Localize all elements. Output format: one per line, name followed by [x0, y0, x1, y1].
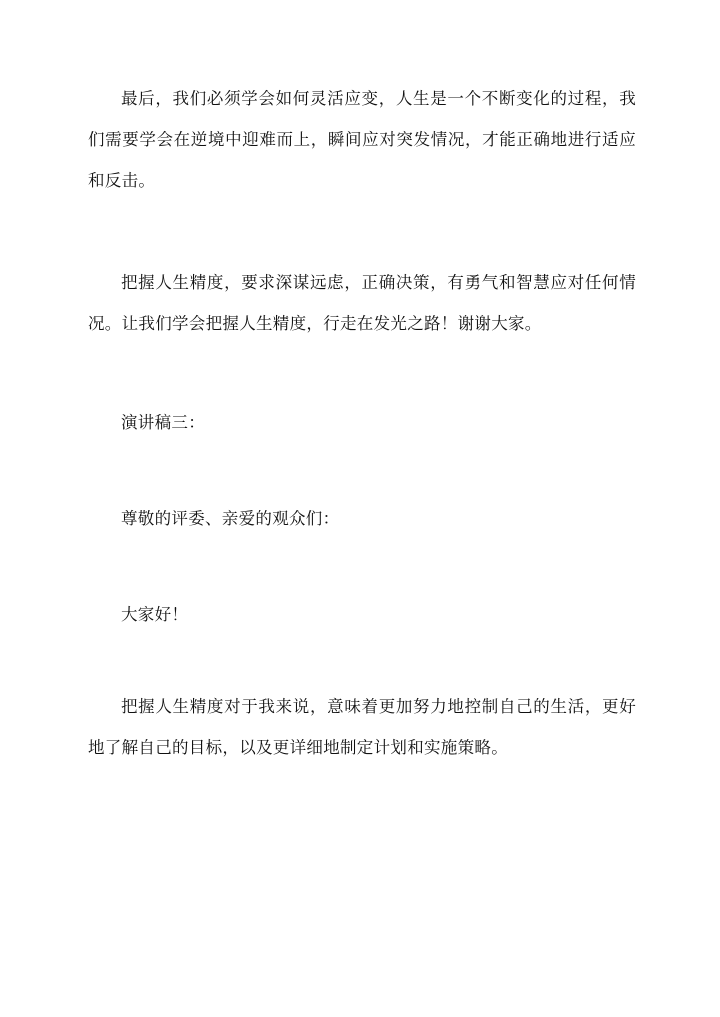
paragraph-adapt-to-change: 最后，我们必须学会如何灵活应变，人生是一个不断变化的过程，我们需要学会在逆境中迎难而上，瞬间应对突发情况，才能正确地进行适应和反击。: [88, 89, 636, 190]
greeting: 大家好！: [121, 605, 189, 624]
paragraph-meaning-of-precision: 把握人生精度对于我来说，意味着更加努力地控制自己的生活，更好地了解自己的目标，以及更详细地制定计划和实施策略。: [88, 697, 636, 757]
paragraph-grasp-precision: 把握人生精度，要求深谋远虑，正确决策，有勇气和智慧应对任何情况。让我们学会把握人生精度，行走在发光之路！谢谢大家。: [88, 273, 636, 333]
salutation: 尊敬的评委、亲爱的观众们：: [121, 509, 340, 528]
section-heading-speech-three: 演讲稿三：: [121, 413, 205, 432]
